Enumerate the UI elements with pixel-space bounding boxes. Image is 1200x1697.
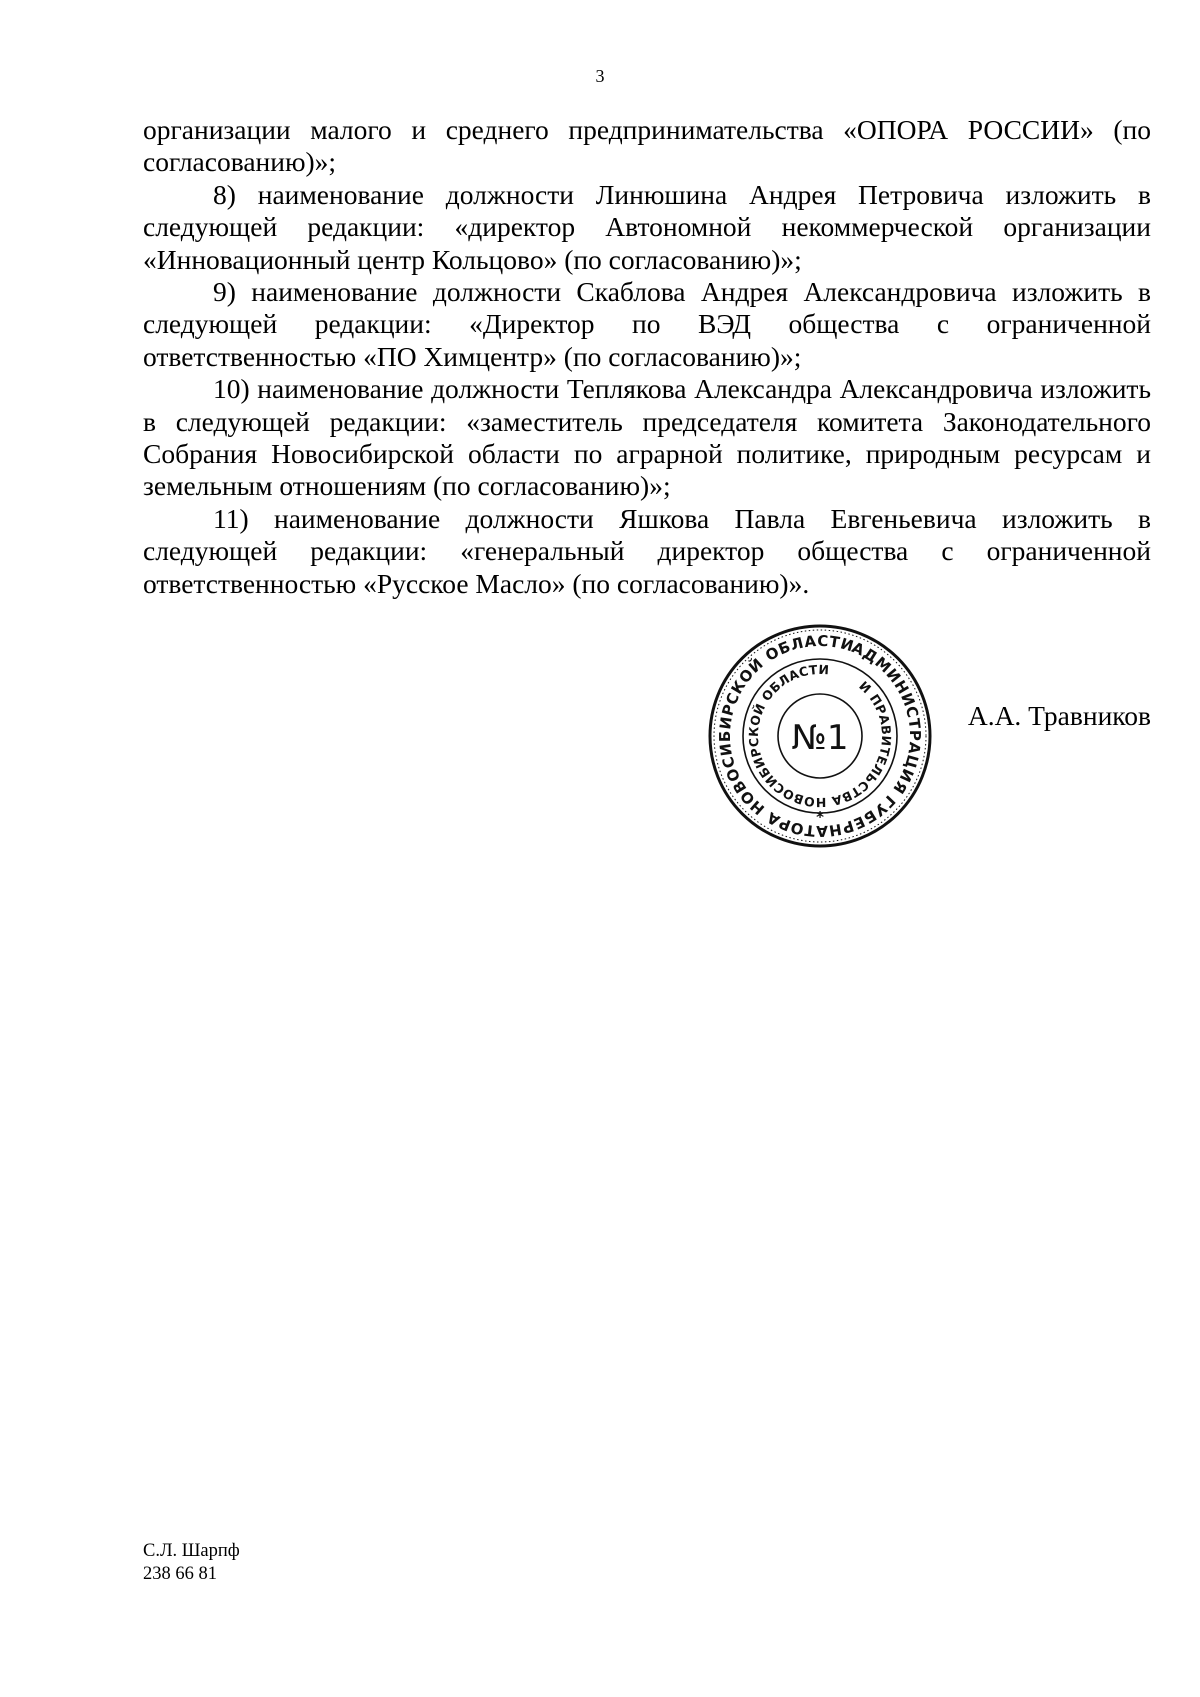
paragraph-item-11: 11) наименование должности Яшкова Павла Евгеньевича изложить в следующей редакции: «генеральный директор общества с ограниченной ответственностью «Русское Масло» (по согласованию)». [143,502,1151,599]
document-body [143,114,1151,600]
executor-name: С.Л. Шарпф [143,1541,240,1561]
paragraph-item-9: 9) наименование должности Скаблова Андрея Александровича изложить в следующей редакции: «Директор по ВЭД общества с ограниченной ответственностью «ПО Химцентр» (по согласованию)»; [143,276,1151,372]
page-number: 3 [595,66,605,86]
signatory-name: А.А. Травников [967,700,1151,731]
executor-info [143,1540,240,1586]
paragraph-continuation: организации малого и среднего предпринимательства «ОПОРА РОССИИ» (по согласованию)»; [143,114,1151,178]
seal-outer-text: АДМИНИСТРАЦИЯ ГУБЕРНАТОРА НОВОСИБИРСКОЙ ОБЛАСТИ [715,631,925,841]
paragraph-item-8: 8) наименование должности Линюшина Андрея Петровича изложить в следующей редакции: «директор Автономной некоммерческой организации «Инновационный центр Кольцово» (по согласованию)»; [143,178,1151,275]
executor-phone: 238 66 81 [143,1564,217,1584]
seal-inner-text: И ПРАВИТЕЛЬСТВА НОВОСИБИРСКОЙ ОБЛАСТИ [745,661,895,811]
seal-star: * [816,808,824,826]
paragraph-item-10: 10) наименование должности Теплякова Александра Александровича изложить в следующей редакции: «заместитель председателя комитета Законодательного Собрания Новосибирской области по аграрной политике, природным ресурсам и земельным отношениям (по согласованию)»; [143,373,1151,502]
official-seal [706,622,934,850]
seal-number: №1 [791,718,849,758]
